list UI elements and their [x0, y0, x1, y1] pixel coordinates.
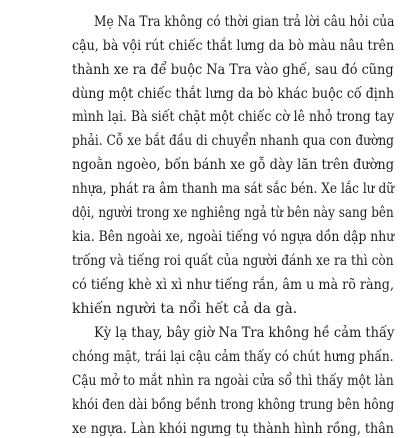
text-line: thành xe ra để buộc Na Tra vào ghế, sau đó cũng	[72, 62, 394, 78]
text-line: Kỳ lạ thay, bây giờ Na Tra không hề cảm thấy	[94, 325, 395, 341]
text-line: Mẹ Na Tra không có thời gian trả lời câu hỏi của	[94, 14, 395, 30]
text-line: phải. Cỗ xe bắt đầu di chuyển nhanh qua con đường	[72, 133, 394, 149]
text-line: khiến người ta nổi hết cả da gà.	[72, 301, 298, 317]
text-line: xe ngựa. Làn khói ngưng tụ thành hình rồng, thân	[72, 421, 394, 437]
text-line: khói đen dài bồng bềnh trong không trung bên hông	[72, 397, 395, 413]
text-line: có tiếng khè xì xì như tiếng rắn, âm u mà rõ ràng,	[72, 277, 394, 293]
text-line: nhựa, phát ra âm thanh ma sát sắc bén. Xe lắc lư dữ	[72, 181, 395, 197]
text-line: kia. Bên ngoài xe, ngoài tiếng vó ngựa dồn dập như	[72, 229, 395, 245]
text-line: Cậu mở to mắt nhìn ra ngoài cửa sổ thì thấy một làn	[72, 373, 394, 389]
text-line: dội, người trong xe nghiêng ngả từ bên này sang bên	[72, 205, 394, 221]
text-line: dùng một chiếc thắt lưng da bò khác buộc cố định	[72, 86, 395, 102]
text-line: trống và tiếng roi quất của người đánh xe ra thì còn	[72, 253, 394, 269]
text-line: chóng mặt, trái lại cậu cảm thấy có chút hưng phấn.	[72, 349, 394, 365]
text-line: mình lại. Bà siết chặt một chiếc cờ lê nhỏ trong tay	[72, 109, 395, 125]
text-line: cậu, bà vội rút chiếc thắt lưng da bò màu nâu trên	[72, 38, 395, 54]
text-line: ngoằn ngoèo, bốn bánh xe gỗ dày lăn trên đường	[72, 157, 395, 173]
